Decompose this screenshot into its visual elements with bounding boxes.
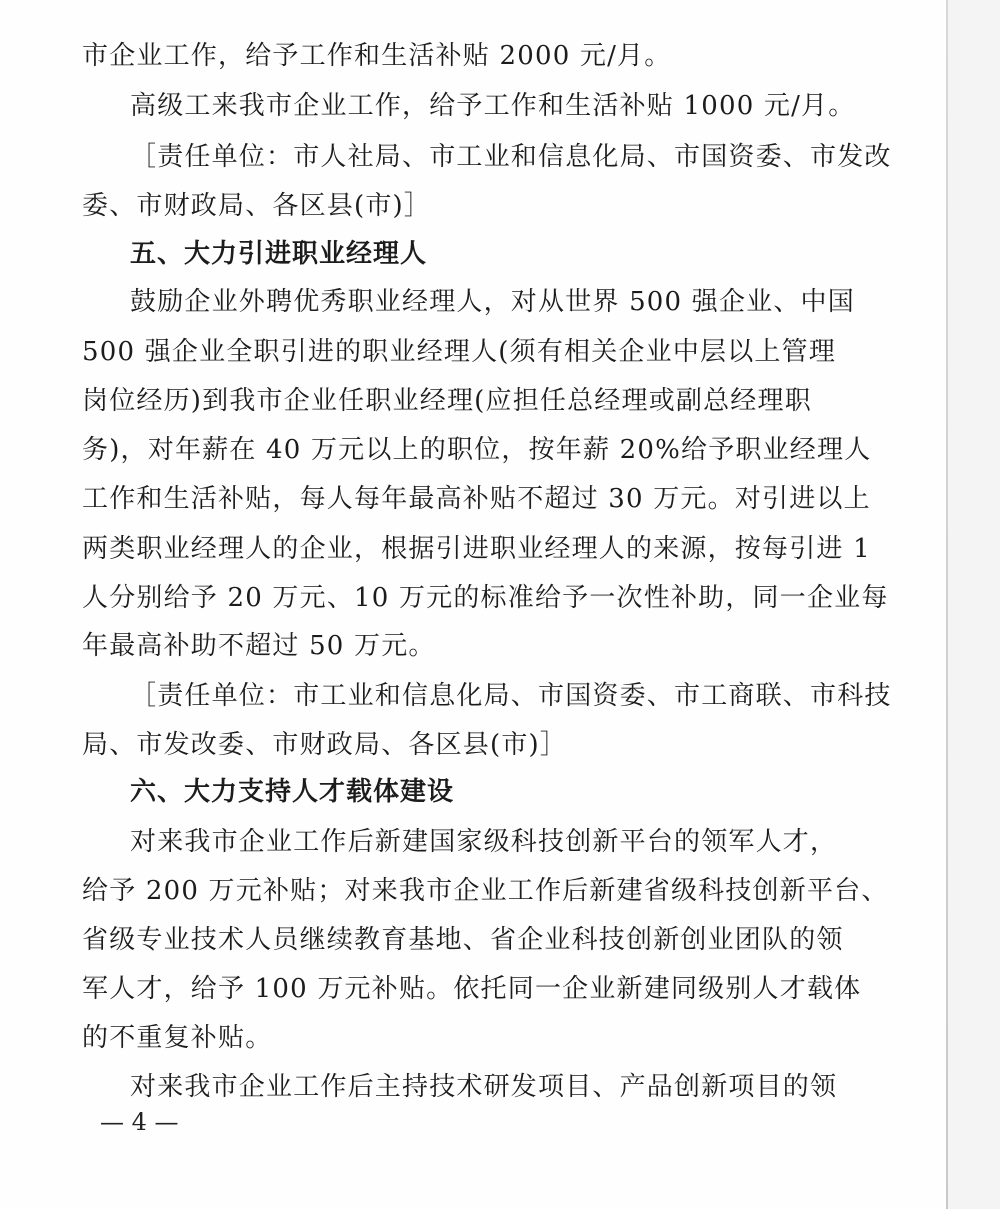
text-line: 给予 200 万元补贴；对来我市企业工作后新建省级科技创新平台、	[82, 876, 889, 906]
page-fold-line	[946, 0, 948, 1209]
text-line: 的不重复补贴。	[82, 1023, 273, 1053]
responsibility-line: ［责任单位：市工业和信息化局、市国资委、市工商联、市科技	[130, 681, 892, 711]
text-line: 务)，对年薪在 40 万元以上的职位，按年薪 20%给予职业经理人	[82, 435, 872, 465]
section-heading: 六、大力支持人才载体建设	[130, 777, 455, 807]
text-line: 两类职业经理人的企业，根据引进职业经理人的来源，按每引进 1	[82, 534, 871, 564]
text-line: 工作和生活补贴，每人每年最高补贴不超过 30 万元。对引进以上	[82, 484, 871, 514]
text-line: 对来我市企业工作后新建国家级科技创新平台的领军人才，	[130, 827, 838, 857]
text-line: 市企业工作，给予工作和生活补贴 2000 元/月。	[82, 41, 672, 71]
page-edge-shade	[948, 0, 1000, 1209]
text-line: 鼓励企业外聘优秀职业经理人，对从世界 500 强企业、中国	[130, 287, 855, 317]
text-line: 人分别给予 20 万元、10 万元的标准给予一次性补助，同一企业每	[82, 583, 889, 613]
text-line: 500 强企业全职引进的职业经理人(须有相关企业中层以上管理	[82, 337, 837, 367]
text-line: 省级专业技术人员继续教育基地、省企业科技创新创业团队的领	[82, 925, 844, 955]
text-line: 高级工来我市企业工作，给予工作和生活补贴 1000 元/月。	[130, 91, 856, 121]
responsibility-line: ［责任单位：市人社局、市工业和信息化局、市国资委、市发改	[130, 142, 892, 172]
responsibility-line: 局、市发改委、市财政局、各区县(市)］	[82, 730, 568, 760]
text-line: 年最高补助不超过 50 万元。	[82, 631, 436, 661]
text-line: 岗位经历)到我市企业任职业经理(应担任总经理或副总经理职	[82, 386, 812, 416]
text-line: 对来我市企业工作后主持技术研发项目、产品创新项目的领	[130, 1072, 838, 1102]
page-number: — 4 —	[100, 1108, 179, 1136]
text-line: 军人才，给予 100 万元补贴。依托同一企业新建同级别人才载体	[82, 974, 862, 1004]
responsibility-line: 委、市财政局、各区县(市)］	[82, 191, 432, 221]
section-heading: 五、大力引进职业经理人	[130, 239, 428, 269]
